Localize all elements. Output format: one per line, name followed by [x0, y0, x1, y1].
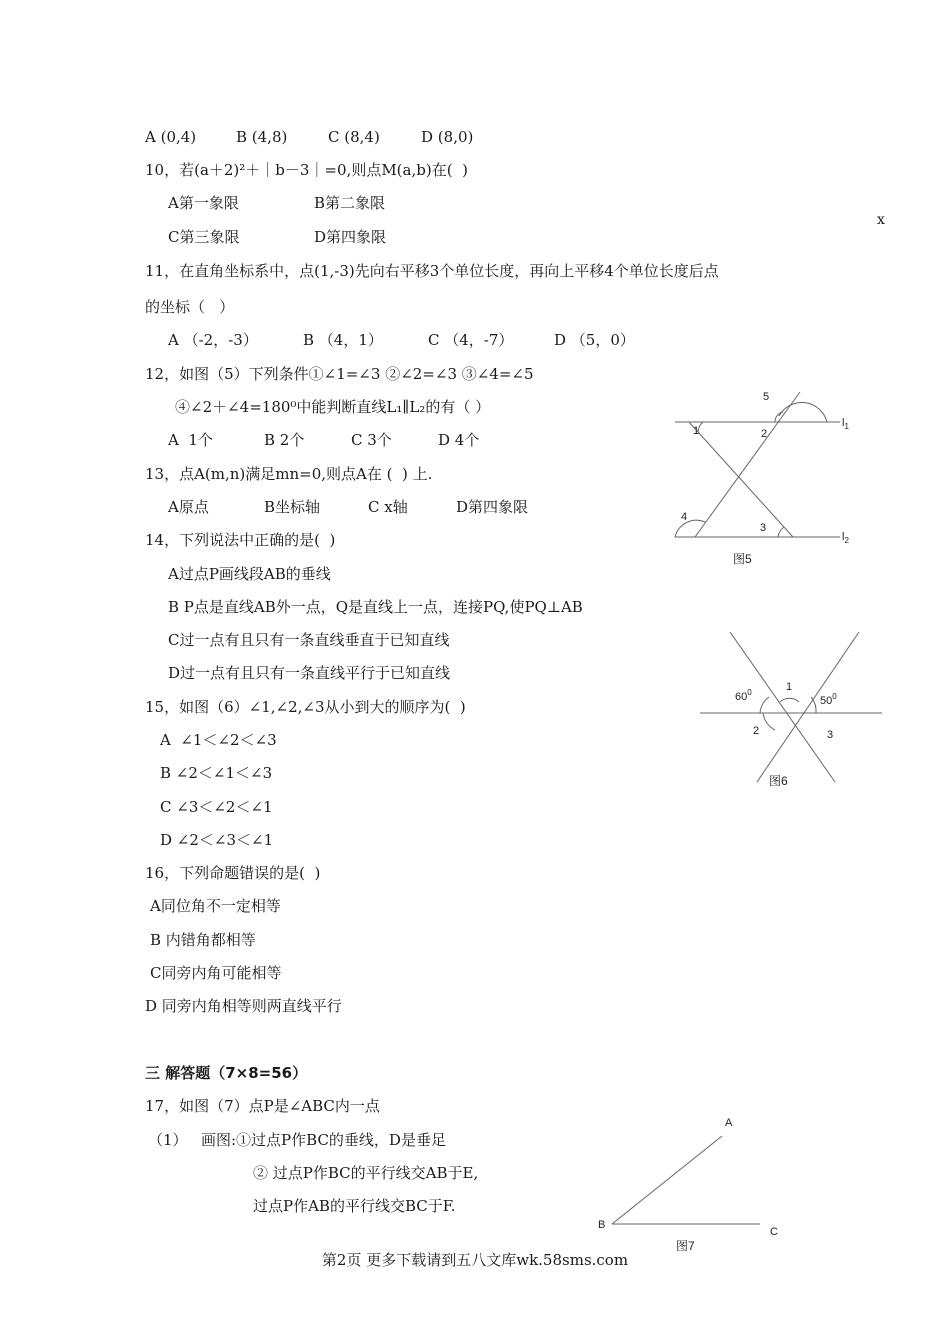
q16-option-d: D 同旁内角相等则两直线平行 [145, 997, 342, 1015]
q10-option-c: C第三象限 [168, 228, 240, 246]
q10-option-b: B第二象限 [314, 194, 386, 212]
q9-option-c: C (8,4) [328, 128, 380, 146]
q17-stem: 17，如图（7）点P是∠ABC内一点 [145, 1097, 380, 1115]
q14-option-d: D过一点有且只有一条直线平行于已知直线 [168, 664, 451, 682]
q9-option-a: A (0,4) [145, 128, 197, 146]
fig5-label-l2: $l_2$ [842, 531, 849, 545]
q11-stem-line2: 的坐标（ ） [145, 298, 235, 316]
q12-stem-line1: 12，如图（5）下列条件①∠1=∠3 ②∠2=∠3 ③∠4=∠5 [145, 365, 534, 383]
fig5-label-2: 2 [761, 428, 768, 440]
fig5-label-3: 3 [760, 522, 767, 534]
fig7-label-b: B [598, 1219, 606, 1231]
figure-7 [590, 1108, 790, 1258]
fig5-transversal-2 [695, 392, 800, 537]
fig6-line-diag-1 [730, 632, 835, 782]
fig5-caption: 图5 [733, 552, 752, 566]
q13-option-b: B坐标轴 [264, 498, 321, 516]
figure-6 [695, 622, 885, 794]
q17-part1-label: （1） [148, 1131, 188, 1149]
fig6-line-diag-2 [757, 632, 859, 782]
q11-stem-line1: 11，在直角坐标系中，点(1,-3)先向右平移3个单位长度，再向上平移4个单位长度后点 [145, 262, 719, 280]
q14-option-c: C过一点有且只有一条直线垂直于已知直线 [168, 631, 450, 649]
fig6-arc-left [760, 697, 769, 713]
q17-part1-a: 画图:①过点P作BC的垂线，D是垂足 [201, 1131, 446, 1149]
fig6-label-3: 3 [827, 729, 834, 741]
stray-mark: x [877, 212, 885, 228]
fig6-label-right: $50^0$ [820, 692, 837, 707]
fig7-ray-ba [612, 1136, 722, 1224]
q11-option-c: C （4，-7） [428, 331, 514, 349]
q15-option-a: A ∠1＜∠2＜∠3 [160, 731, 277, 749]
q16-option-a: A同位角不一定相等 [150, 897, 281, 915]
q14-option-a: A过点P画线段AB的垂线 [168, 565, 331, 583]
q12-option-b: B 2个 [264, 431, 305, 449]
q15-option-b: B ∠2＜∠1＜∠3 [160, 764, 273, 782]
fig5-arc-5 [779, 402, 827, 422]
fig5-label-l1: $l_1$ [842, 417, 849, 431]
q12-option-c: C 3个 [351, 431, 392, 449]
q9-option-b: B (4,8) [236, 128, 288, 146]
fig5-label-4: 4 [681, 511, 688, 523]
q12-option-a: A 1个 [168, 431, 213, 449]
q17-part1-c: 过点P作AB的平行线交BC于F. [253, 1197, 456, 1215]
fig5-transversal-1 [689, 422, 793, 537]
fig7-label-a: A [725, 1117, 733, 1129]
q13-stem: 13，点A(m,n)满足mn=0,则点A在 ( ) 上. [145, 465, 433, 483]
section3-heading: 三 解答题（7×8=56） [145, 1064, 308, 1082]
fig6-caption: 图6 [769, 774, 788, 788]
fig6-label-1: 1 [786, 681, 793, 693]
q12-option-d: D 4个 [438, 431, 480, 449]
q16-option-b: B 内错角都相等 [150, 931, 256, 949]
q16-option-c: C同旁内角可能相等 [150, 964, 282, 982]
fig5-label-5: 5 [763, 391, 770, 403]
q10-option-d: D第四象限 [314, 228, 387, 246]
page-footer: 第2页 更多下载请到五八文库wk.58sms.com [321, 1251, 629, 1269]
fig6-arc-2 [763, 713, 775, 730]
q11-option-d: D （5，0） [554, 331, 635, 349]
q13-option-c: C x轴 [368, 498, 408, 516]
q17-part1-b: ② 过点P作BC的平行线交AB于E, [253, 1164, 479, 1182]
q15-option-d: D ∠2＜∠3＜∠1 [160, 831, 274, 849]
fig5-label-1: 1 [693, 425, 700, 437]
q13-option-a: A原点 [168, 498, 209, 516]
q14-stem: 14，下列说法中正确的是( ) [145, 531, 336, 549]
q10-stem: 10，若(a＋2)²＋｜b－3｜=0,则点M(a,b)在( ) [145, 161, 468, 179]
q11-option-a: A （-2，-3） [168, 331, 258, 349]
fig5-arc-3 [778, 527, 784, 537]
q12-stem-line2: ④∠2＋∠4=180⁰中能判断直线L₁∥L₂的有（ ） [175, 398, 491, 416]
fig6-label-left: $60^0$ [735, 688, 752, 703]
q10-option-a: A第一象限 [168, 194, 239, 212]
q16-stem: 16，下列命题错误的是( ) [145, 864, 321, 882]
q9-option-d: D (8,0) [421, 128, 474, 146]
q14-option-b: B P点是直线AB外一点，Q是直线上一点，连接PQ,使PQ⊥AB [168, 598, 583, 616]
fig6-label-2: 2 [753, 725, 760, 737]
q15-stem: 15，如图（6）∠1,∠2,∠3从小到大的顺序为( ) [145, 698, 466, 716]
fig6-arc-1 [780, 698, 799, 702]
fig7-caption: 图7 [676, 1239, 695, 1253]
fig7-label-c: C [770, 1226, 778, 1238]
q15-option-c: C ∠3＜∠2＜∠1 [160, 798, 273, 816]
q13-option-d: D第四象限 [456, 498, 529, 516]
q11-option-b: B （4，1） [303, 331, 383, 349]
figure-5 [665, 382, 865, 574]
